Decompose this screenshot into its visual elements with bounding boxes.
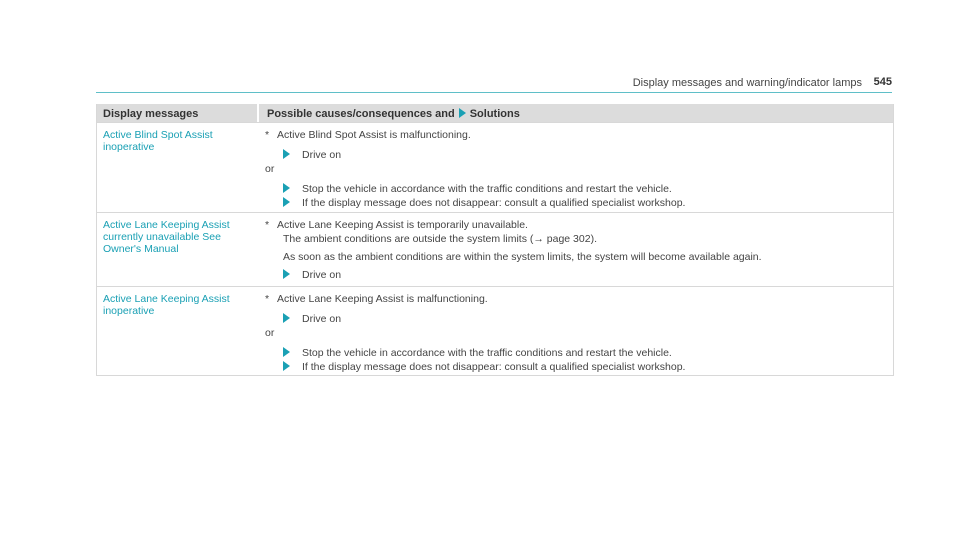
- table-row: [97, 212, 893, 286]
- messages-table: [96, 104, 894, 376]
- display-message: Active Blind Spot Assist inoperative: [103, 129, 213, 153]
- play-arrow-icon: [283, 269, 290, 279]
- table-row: [97, 286, 893, 375]
- step-text: If the display message does not disappear: consult a qualified specialist workshop.: [302, 361, 686, 373]
- col2-prefix: Possible causes/consequences and: [267, 108, 455, 120]
- display-message: Active Lane Keeping Assist currently unavailable See Owner's Manual: [103, 219, 230, 255]
- step-text: Drive on: [302, 313, 342, 325]
- info-text: As soon as the ambient conditions are within the system limits, the system will become available again.: [283, 251, 762, 263]
- col2-suffix: Solutions: [469, 108, 520, 120]
- play-arrow-icon: [283, 347, 290, 357]
- solution-cell: * Active Lane Keeping Assist is temporarily unavailable. The ambient conditions are outside the system limits (→ page 302). As soon as the ambient conditions are within the system limits, the system will become available again. Drive on: [265, 219, 762, 281]
- step-text: Drive on: [302, 269, 342, 281]
- step-text: If the display message does not disappear: consult a qualified specialist workshop.: [302, 197, 686, 209]
- play-arrow-icon: [283, 197, 290, 207]
- step-text: Drive on: [302, 149, 342, 161]
- cause-text: Active Lane Keeping Assist is temporarily unavailable.: [277, 219, 528, 231]
- info-text: The ambient conditions are outside the system limits (→ page 302).: [283, 233, 597, 245]
- page-number: 545: [873, 76, 892, 88]
- play-arrow-icon: [283, 183, 290, 193]
- display-message: Active Lane Keeping Assist inoperative: [103, 293, 230, 317]
- header-title: Display messages and warning/indicator lamps: [632, 77, 862, 89]
- col-causes-solutions: [257, 104, 893, 122]
- step-text: Stop the vehicle in accordance with the traffic conditions and restart the vehicle.: [302, 183, 672, 195]
- table-header: [97, 104, 893, 122]
- table-row: [97, 122, 893, 212]
- solution-cell: * Active Lane Keeping Assist is malfunctioning. Drive on or Stop the vehicle in accordance with the traffic conditions and restart the vehicle. If the display message does not disappear: consult a qualified specialist workshop.: [265, 293, 686, 373]
- play-arrow-icon: [283, 149, 290, 159]
- play-arrow-icon: [283, 361, 290, 371]
- cause-text: Active Blind Spot Assist is malfunctioning.: [277, 129, 471, 141]
- cause-text: Active Lane Keeping Assist is malfunctioning.: [277, 293, 488, 305]
- step-text: Stop the vehicle in accordance with the traffic conditions and restart the vehicle.: [302, 347, 672, 359]
- or-text: or: [265, 327, 275, 339]
- col-display-messages: Display messages: [103, 108, 199, 120]
- solution-cell: * Active Blind Spot Assist is malfunctioning. Drive on or Stop the vehicle in accordance with the traffic conditions and restart the vehicle. If the display message does not disappear: consult a qualified specialist workshop.: [265, 129, 686, 209]
- play-arrow-icon: [283, 313, 290, 323]
- or-text: or: [265, 163, 275, 175]
- page-header: [96, 74, 892, 93]
- play-arrow-icon: [459, 108, 466, 118]
